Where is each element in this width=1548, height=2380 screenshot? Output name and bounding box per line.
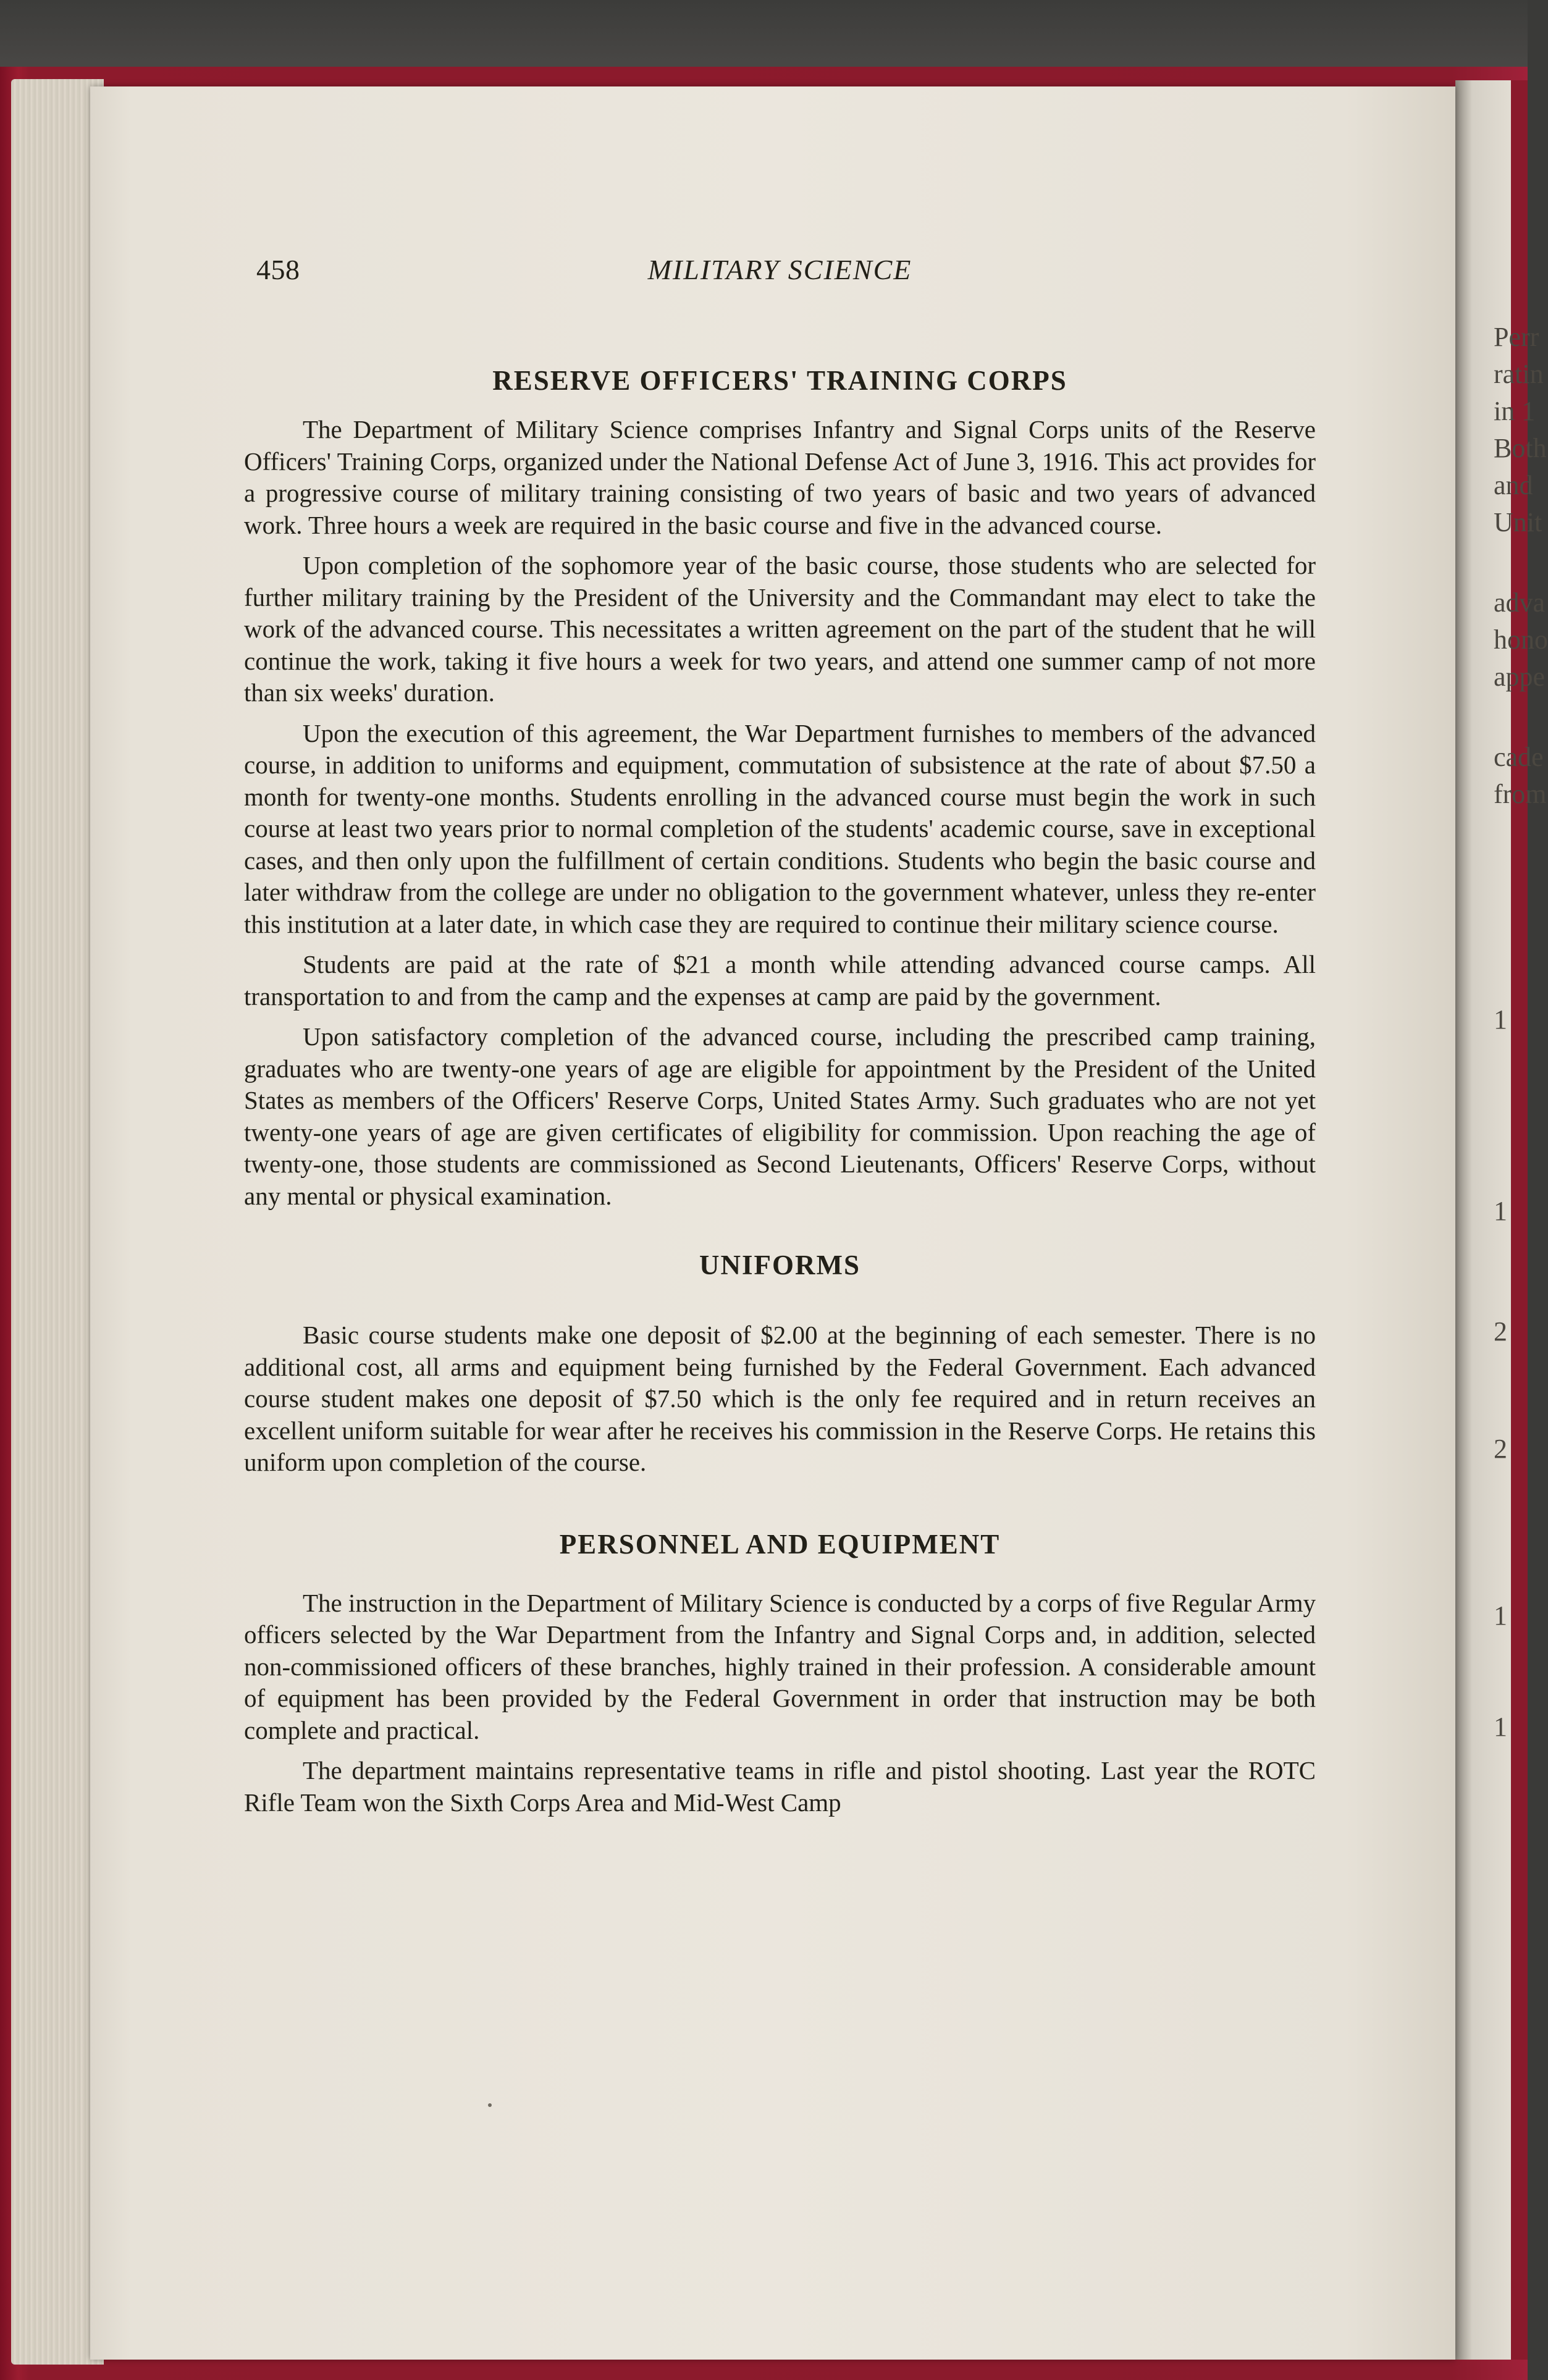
facing-fragment: adva bbox=[1494, 587, 1546, 618]
page-content bbox=[244, 253, 1316, 1827]
running-title: MILITARY SCIENCE bbox=[647, 254, 912, 285]
paragraph: The instruction in the Department of Military Science is conducted by a corps of five Regular Army officers selected by the War Department from the Infantry and Signal Corps and, in addition, selected non-commissioned officers of these branches, highly trained in their profession. A considerable amount of equipment has been provided by the Federal Government in order that instruction may be both complete and practical. bbox=[244, 1588, 1316, 1744]
facing-fragment: 1 bbox=[1494, 1600, 1507, 1631]
facing-fragment: 1 bbox=[1494, 1196, 1507, 1226]
facing-fragment: and bbox=[1494, 470, 1533, 500]
section-heading-rotc: RESERVE OFFICERS' TRAINING CORPS bbox=[492, 365, 1067, 396]
facing-fragment: 1 bbox=[1494, 1712, 1507, 1742]
paragraph: Basic course students make one deposit of $2.00 at the beginning of each semester. There is no additional cost, all arms and equipment being furnished by the Federal Government. Each advanced course student makes one deposit of $7.50 which is the only fee required and in return receives an excellent uniform suitable for wear after he receives his commission in the Reserve Corps. He retains this uniform upon completion of the course. bbox=[244, 1321, 1316, 1476]
paragraph: Upon satisfactory completion of the advanced course, including the prescribed camp training, graduates who are twenty-one years of age are eligible for appointment by the President of the United States as members of the Officers' Reserve Corps, United States Army. Such graduates who are not yet twenty-one years of age are given certificates of eligibility for commission. Upon reaching the age of twenty-one, those students are commissioned as Second Lieutenants, Officers' Reserve Corps, without any mental or physical examination. bbox=[244, 1022, 1316, 1210]
paragraph: Students are paid at the rate of $21 a month while attending advanced course camps. All transportation to and from the camp and the expenses at camp are paid by the government. bbox=[244, 950, 1316, 1011]
paragraph: The Department of Military Science comprises Infantry and Signal Corps units of the Reserve Officers' Training Corps, organized under the National Defense Act of June 3, 1916. This act provides for a progressive course of military training consisting of two years of basic and two years of advanced work. Three hours a week are required in the basic course and five in the advanced course. bbox=[244, 415, 1316, 539]
section-heading-personnel: PERSONNEL AND EQUIPMENT bbox=[559, 1528, 1001, 1560]
facing-fragment: appe bbox=[1494, 662, 1546, 692]
facing-fragment: in 1 bbox=[1494, 396, 1536, 426]
paragraph: The department maintains representative teams in rifle and pistol shooting. Last year the ROTC Rifle Team won the Sixth Corps Area and Mid-West Camp bbox=[244, 1756, 1316, 1817]
facing-fragment: 2 bbox=[1494, 1316, 1507, 1347]
facing-fragment: 2 bbox=[1494, 1434, 1507, 1464]
page-speck bbox=[488, 2103, 492, 2107]
paragraph: Upon completion of the sophomore year of the basic course, those students who are selected for further military training by the President of the University and the Commandant may elect to take the work of the advanced course. This necessitates a written agreement on the part of the student that he will continue the work, taking it five hours a week for two years, and attend one summer camp of not more than six weeks' duration. bbox=[244, 551, 1316, 707]
running-head bbox=[244, 253, 1316, 290]
facing-fragment: from bbox=[1494, 779, 1547, 809]
section-heading-uniforms: UNIFORMS bbox=[699, 1250, 860, 1280]
facing-fragment: ratin bbox=[1494, 359, 1544, 389]
paragraph: Upon the execution of this agreement, the War Department furnishes to members of the advanced course, in addition to uniforms and equipment, commutation of subsistence at the rate of about $7.50 a month for twenty-one months. Students enrolling in the advanced course must begin the work in such course at least two years prior to normal completion of the students' academic course, save in exceptional cases, and then only upon the fulfillment of certain conditions. Students who begin the basic course and later withdraw from the college are under no obligation to the government whatever, unless they re-enter this institution at a later date, in which case they are required to continue their military science course. bbox=[244, 718, 1316, 938]
facing-fragment: hono bbox=[1494, 624, 1548, 655]
page-number: 458 bbox=[256, 254, 300, 285]
facing-fragment: 1 bbox=[1494, 1004, 1507, 1035]
background-top bbox=[0, 0, 1528, 74]
facing-fragment: Both bbox=[1494, 433, 1547, 463]
facing-fragment: Perr bbox=[1494, 322, 1539, 352]
facing-fragment: cade bbox=[1494, 742, 1544, 772]
facing-fragment: Unit bbox=[1494, 507, 1542, 537]
